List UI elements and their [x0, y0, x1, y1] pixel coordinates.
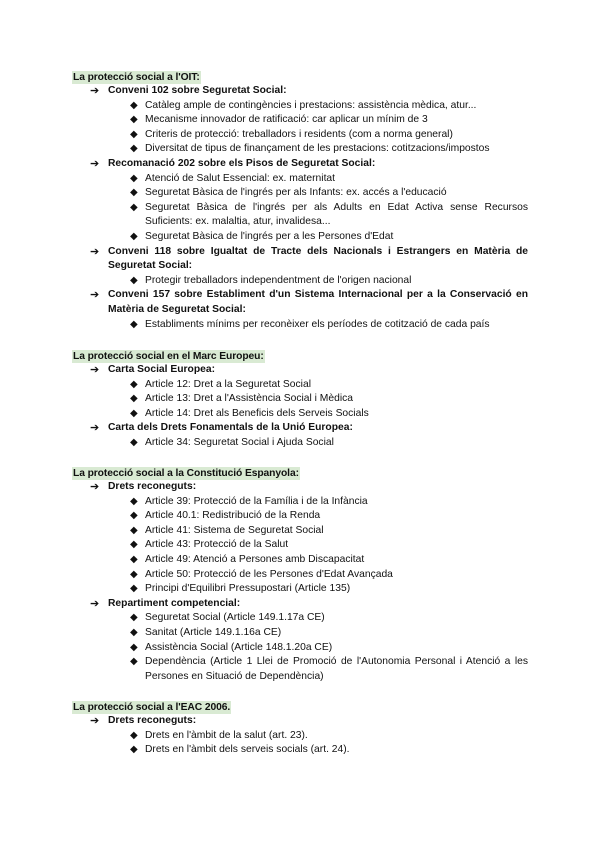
diamond-bullet-icon: ◆: [130, 510, 138, 522]
section-constitucio: [72, 467, 528, 684]
group-title: ➔ Repartiment competencial:: [90, 597, 241, 610]
diamond-bullet-icon: ◆: [130, 201, 138, 213]
group-title: ➔ Conveni 102 sobre Seguretat Social:: [90, 85, 287, 97]
group-title: ➔ Recomanació 202 sobre els Pisos de Seguretat Social:: [90, 157, 376, 170]
arrow-right-icon: ➔: [90, 289, 100, 302]
diamond-bullet-icon: ◆: [130, 230, 138, 242]
group-title: ➔ Carta dels Drets Fonamentals de la Unió Europea:: [90, 422, 353, 435]
diamond-bullet-icon: ◆: [130, 172, 138, 184]
list-item: ◆ Atenció de Salut Essencial: ex. maternitat: [72, 172, 528, 187]
group-title: ➔ Conveni 118 sobre Igualtat de Tracte dels Nacionals i Estrangers en Matèria de Seguretat Social:: [90, 245, 528, 272]
list-item: ◆ Seguretat Bàsica de l'ingrés per a les Persones d'Edat: [72, 230, 528, 245]
arrow-right-icon: ➔: [90, 597, 100, 610]
group-title: ➔ Drets reconeguts:: [90, 715, 197, 727]
list-item: ◆ Principi d'Equilibri Pressupostari (Article 135): [72, 582, 528, 597]
diamond-bullet-icon: ◆: [130, 612, 138, 624]
section-marc-europeu: [72, 350, 528, 451]
diamond-bullet-icon: ◆: [130, 318, 138, 330]
list-item: ◆ Article 13: Dret a l'Assistència Social i Mèdica: [72, 392, 528, 407]
list-item: ◆ Assistència Social (Article 148.1.20a CE): [72, 641, 528, 656]
list-item: ◆ Article 12: Dret a la Seguretat Social: [72, 378, 528, 393]
group-title: ➔ Carta Social Europea:: [90, 364, 216, 376]
arrow-right-icon: ➔: [90, 422, 100, 435]
diamond-bullet-icon: ◆: [130, 99, 138, 111]
section-heading: La protecció social a l'OIT:: [73, 72, 200, 83]
section-oit: [72, 71, 528, 332]
diamond-bullet-icon: ◆: [130, 274, 138, 286]
diamond-bullet-icon: ◆: [130, 744, 138, 756]
diamond-bullet-icon: ◆: [130, 495, 138, 507]
list-item: ◆ Article 14: Dret als Beneficis dels Serveis Socials: [72, 407, 528, 422]
arrow-right-icon: ➔: [90, 157, 100, 170]
section-heading: La protecció social a l'EAC 2006.: [73, 702, 231, 713]
arrow-right-icon: ➔: [90, 85, 100, 97]
section-heading: La protecció social en el Marc Europeu:: [73, 351, 264, 362]
list-item: ◆ Seguretat Bàsica de l'ingrés per als Infants: ex. accés a l'educació: [72, 186, 528, 201]
list-item: ◆ Drets en l'àmbit dels serveis socials (art. 24).: [72, 743, 528, 758]
section-heading: La protecció social a la Constitució Espanyola:: [73, 468, 299, 479]
group-title: ➔ Drets reconeguts:: [90, 481, 197, 493]
arrow-right-icon: ➔: [90, 481, 100, 493]
list-item: ◆ Criteris de protecció: treballadors i residents (com a norma general): [72, 128, 528, 143]
diamond-bullet-icon: ◆: [130, 568, 138, 580]
list-item: ◆ Drets en l'àmbit de la salut (art. 23).: [72, 729, 528, 744]
list-item: ◆ Establiments mínims per reconèixer els períodes de cotització de cada país: [72, 318, 528, 333]
diamond-bullet-icon: ◆: [130, 393, 138, 405]
list-item: ◆ Mecanisme innovador de ratificació: car aplicar un mínim de 3: [72, 113, 528, 128]
diamond-bullet-icon: ◆: [130, 553, 138, 565]
diamond-bullet-icon: ◆: [130, 626, 138, 638]
diamond-bullet-icon: ◆: [130, 114, 138, 126]
arrow-right-icon: ➔: [90, 715, 100, 727]
list-item: ◆ Article 41: Sistema de Seguretat Social: [72, 524, 528, 539]
arrow-right-icon: ➔: [90, 364, 100, 376]
diamond-bullet-icon: ◆: [130, 407, 138, 419]
diamond-bullet-icon: ◆: [130, 539, 138, 551]
diamond-bullet-icon: ◆: [130, 436, 138, 448]
list-item: ◆ Catàleg ample de contingències i prestacions: assistència mèdica, atur...: [72, 99, 528, 114]
list-item: ◆ Sanitat (Article 149.1.16a CE): [72, 626, 528, 641]
diamond-bullet-icon: ◆: [130, 524, 138, 536]
list-item: ◆ Dependència (Article 1 Llei de Promoció de l'Autonomia Personal i Atenció a les Persones en Situació de Dependència): [130, 656, 528, 682]
diamond-bullet-icon: ◆: [130, 656, 138, 668]
section-eac-2006: [72, 701, 528, 758]
list-item: ◆ Article 49: Atenció a Persones amb Discapacitat: [72, 553, 528, 568]
list-item: ◆ Diversitat de tipus de finançament de les prestacions: cotitzacions/impostos: [72, 142, 528, 157]
list-item: ◆ Article 43: Protecció de la Salut: [72, 538, 528, 553]
list-item: ◆ Article 39: Protecció de la Família i de la Infància: [72, 495, 528, 510]
arrow-right-icon: ➔: [90, 245, 100, 258]
diamond-bullet-icon: ◆: [130, 187, 138, 199]
list-item: ◆ Article 40.1: Redistribució de la Renda: [72, 509, 528, 524]
diamond-bullet-icon: ◆: [130, 128, 138, 140]
list-item: ◆ Article 50: Protecció de les Persones d'Edat Avançada: [72, 568, 528, 583]
list-item: ◆ Seguretat Social (Article 149.1.17a CE): [72, 611, 528, 626]
diamond-bullet-icon: ◆: [130, 729, 138, 741]
group-title: ➔ Conveni 157 sobre Establiment d'un Sistema Internacional per a la Conservació en Matèria de Seguretat Social:: [90, 289, 528, 315]
diamond-bullet-icon: ◆: [130, 143, 138, 155]
diamond-bullet-icon: ◆: [130, 641, 138, 653]
list-item: ◆ Seguretat Bàsica de l'ingrés per als Adults en Edat Activa sense Recursos Suficients: ex. malaltia, atur, invalidesa...: [130, 201, 528, 228]
list-item: ◆ Protegir treballadors independentment de l'origen nacional: [72, 274, 528, 289]
diamond-bullet-icon: ◆: [130, 378, 138, 390]
diamond-bullet-icon: ◆: [130, 583, 138, 595]
list-item: ◆ Article 34: Seguretat Social i Ajuda Social: [72, 436, 528, 451]
